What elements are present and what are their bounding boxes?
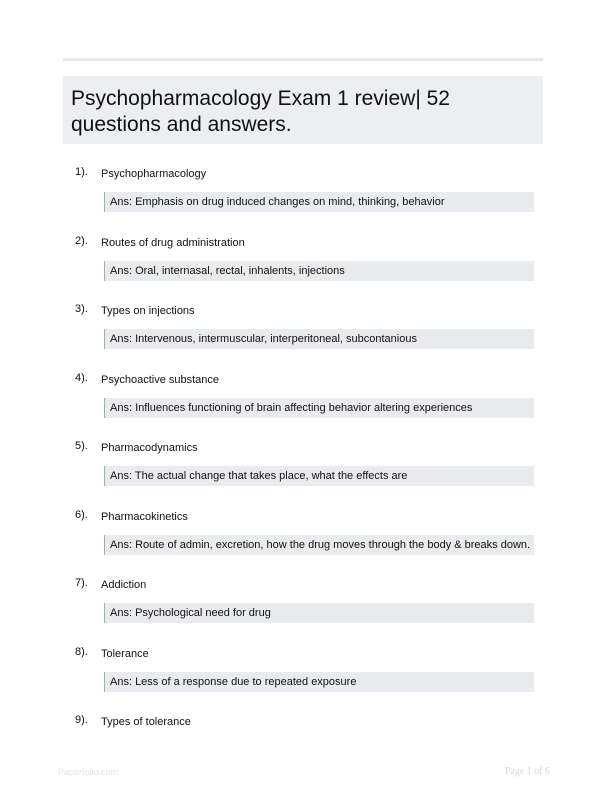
watermark-text: Paperfolio.com xyxy=(58,767,119,777)
qa-item xyxy=(63,160,543,229)
answer-box: Ans: Influences functioning of brain affecting behavior altering experiences xyxy=(104,398,534,418)
qa-item xyxy=(63,297,543,366)
question-text: Routes of drug administration xyxy=(101,236,245,249)
question-text: Pharmacokinetics xyxy=(101,510,188,523)
question-number: 1). xyxy=(75,166,88,178)
question-text: Psychoactive substance xyxy=(101,373,220,386)
answer-box: Ans: Psychological need for drug xyxy=(104,603,534,623)
question-number: 6). xyxy=(75,508,88,521)
question-number: 5). xyxy=(75,440,88,452)
qa-item xyxy=(63,708,543,777)
question-number: 2). xyxy=(75,234,88,247)
question-number: 7). xyxy=(75,577,88,589)
qa-item xyxy=(63,229,543,298)
answer-box: Ans: The actual change that takes place, what the effects are xyxy=(104,466,534,486)
question-text: Addiction xyxy=(101,579,147,591)
title-banner xyxy=(63,76,543,144)
qa-item xyxy=(63,366,543,435)
question-text: Pharmacodynamics xyxy=(101,442,198,454)
question-text: Psychopharmacology xyxy=(101,168,207,180)
question-number: 8). xyxy=(75,645,88,658)
qa-item xyxy=(63,640,543,709)
question-number: 4). xyxy=(75,371,88,384)
question-number: 9). xyxy=(75,714,88,726)
question-text: Types of tolerance xyxy=(101,716,191,728)
answer-box: Ans: Intervenous, intermuscular, interperitoneal, subcontanious xyxy=(104,329,534,349)
qa-item xyxy=(63,503,543,572)
question-text: Types on injections xyxy=(101,305,195,317)
answer-box: Ans: Less of a response due to repeated exposure xyxy=(104,672,534,692)
qa-list xyxy=(63,160,543,777)
document-title: Psychopharmacology Exam 1 review| 52 questions and answers. xyxy=(71,87,450,136)
top-divider xyxy=(63,58,543,61)
page-indicator: Page 1 of 6 xyxy=(504,766,550,777)
answer-box: Ans: Oral, internasal, rectal, inhalents, injections xyxy=(104,261,534,281)
question-text: Tolerance xyxy=(101,647,149,660)
answer-box: Ans: Route of admin, excretion, how the drug moves through the body & breaks down. xyxy=(104,535,534,555)
answer-box: Ans: Emphasis on drug induced changes on mind, thinking, behavior xyxy=(104,192,534,212)
question-number: 3). xyxy=(75,303,88,315)
qa-item xyxy=(63,434,543,503)
qa-item xyxy=(63,571,543,640)
